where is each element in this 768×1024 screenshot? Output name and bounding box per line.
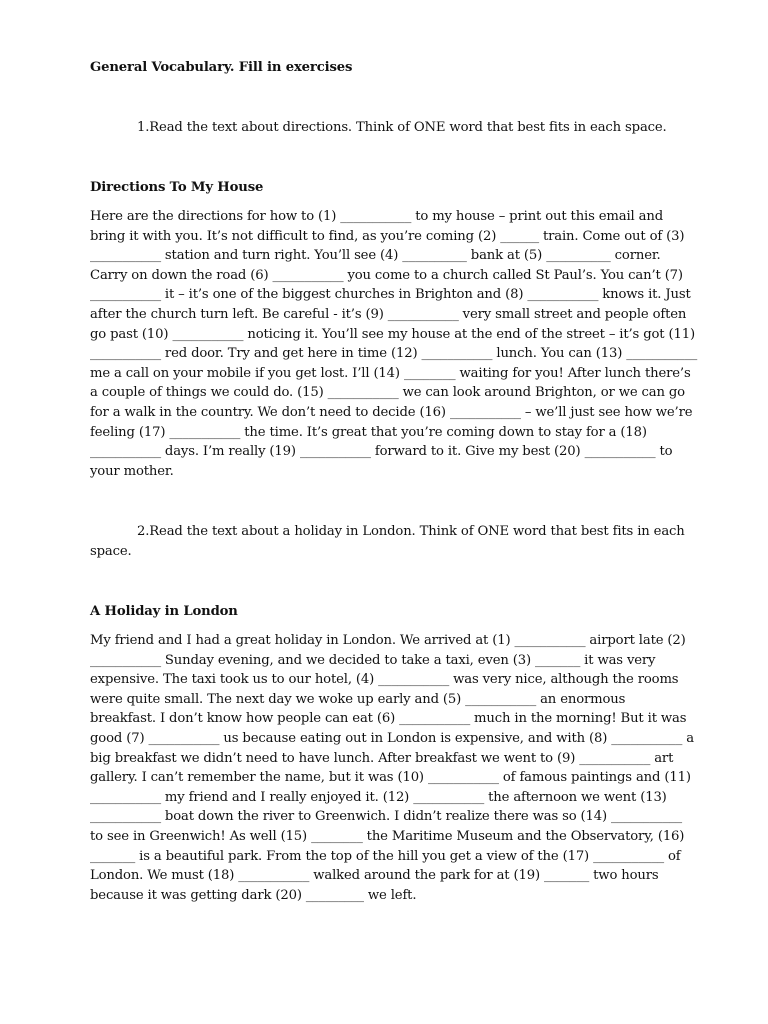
passage-line: ___________ days. I’m really (19) ___________ forward to it. Give my best (20) ___________ to — [90, 444, 673, 460]
passage-line: ___________ it – it’s one of the biggest churches in Brighton and (8) ___________ knows it. Just — [90, 287, 691, 303]
passage-line: ___________ boat down the river to Greenwich. I didn’t realize there was so (14) ___________ — [90, 809, 682, 825]
passage-line: expensive. The taxi took us to our hotel, (4) ___________ was very nice, although the rooms — [90, 672, 679, 688]
passage-line: good (7) ___________ us because eating out in London is expensive, and with (8) ___________ a — [90, 730, 694, 746]
exercise-1-heading: Directions To My House — [90, 180, 264, 195]
passage-line: for a walk in the country. We don’t need to decide (16) ___________ – we’ll just see how we’re — [90, 404, 693, 420]
passage-line: to see in Greenwich! As well (15) ________ the Maritime Museum and the Observatory, (16) — [90, 828, 685, 844]
passage-line: _______ is a beautiful park. From the top of the hill you get a view of the (17) ___________ of — [90, 848, 681, 864]
passage-line: London. We must (18) ___________ walked around the park for at (19) _______ two hours — [90, 868, 659, 884]
exercise-1-passage — [90, 207, 698, 481]
passage-line: My friend and I had a great holiday in London. We arrived at (1) ___________ airport late (2) — [90, 633, 686, 648]
passage-line: ___________ red door. Try and get here in time (12) ___________ lunch. You can (13) ___________ — [90, 346, 698, 362]
passage-line: gallery. I can’t remember the name, but it was (10) ___________ of famous paintings and (11) — [90, 770, 691, 786]
passage-line: Carry on down the road (6) ___________ you come to a church called St Paul’s. You can’t (7) — [90, 267, 683, 283]
passage-line: me a call on your mobile if you get lost. I’ll (14) ________ waiting for you! After lunch there’s — [90, 365, 691, 381]
passage-line: feeling (17) ___________ the time. It’s great that you’re coming down to stay for a (18) — [90, 424, 647, 440]
passage-line: were quite small. The next day we woke up early and (5) ___________ an enormous — [90, 691, 626, 707]
exercise-2-heading: A Holiday in London — [90, 604, 238, 619]
passage-line: your mother. — [90, 463, 174, 479]
exercise-2-passage — [90, 631, 694, 905]
passage-line: bring it with you. It’s not difficult to find, as you’re coming (2) ______ train. Come out of (3) — [90, 228, 685, 244]
exercise-1-instruction: 1.Read the text about directions. Think of ONE word that best fits in each space. — [137, 120, 667, 135]
exercise-2-instruction-continued: space. — [90, 544, 132, 559]
passage-line: because it was getting dark (20) _________ we left. — [90, 887, 417, 903]
passage-line: Here are the directions for how to (1) ___________ to my house – print out this email and — [90, 209, 664, 224]
passage-line: ___________ station and turn right. You’ll see (4) __________ bank at (5) __________ corner. — [90, 248, 661, 264]
passage-line: big breakfast we didn’t need to have lunch. After breakfast we went to (9) ___________ art — [90, 750, 674, 766]
passage-line: go past (10) ___________ noticing it. You’ll see my house at the end of the street – it’s got (11) — [90, 326, 695, 342]
passage-line: after the church turn left. Be careful - it’s (9) ___________ very small street and people often — [90, 306, 687, 322]
passage-line: ___________ Sunday evening, and we decided to take a taxi, even (3) _______ it was very — [90, 652, 656, 668]
document-title: General Vocabulary. Fill in exercises — [90, 60, 353, 75]
exercise-2-instruction: 2.Read the text about a holiday in London. Think of ONE word that best fits in each — [137, 524, 685, 539]
passage-line: breakfast. I don’t know how people can eat (6) ___________ much in the morning! But it was — [90, 711, 687, 727]
passage-line: a couple of things we could do. (15) ___________ we can look around Brighton, or we can go — [90, 385, 685, 401]
passage-line: ___________ my friend and I really enjoyed it. (12) ___________ the afternoon we went (13) — [90, 789, 667, 805]
